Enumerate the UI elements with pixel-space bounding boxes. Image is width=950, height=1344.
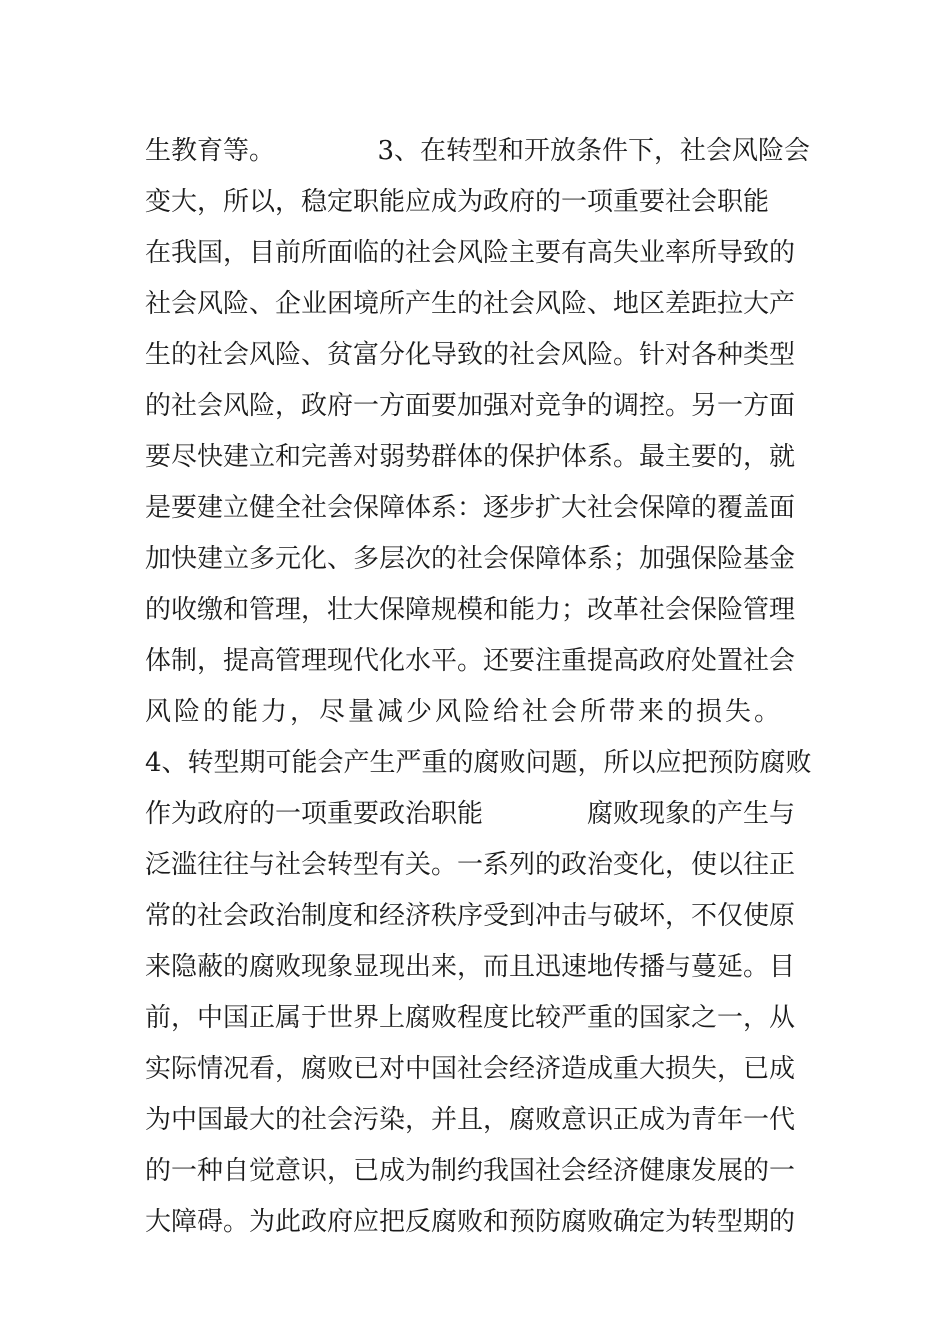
text-line: [145, 1044, 810, 1095]
text-segment: 4、转型期可能会产生严重的腐败问题，所以应把预防腐败: [145, 748, 812, 778]
text-segment: 前，中国正属于世界上腐败程度比较严重的国家之一，从: [145, 1003, 796, 1033]
body-text: [145, 126, 810, 1248]
text-segment: 生的社会风险、贫富分化导致的社会风险。针对各种类型: [145, 340, 796, 370]
text-segment: 生教育等。: [145, 136, 276, 166]
text-segment: 3、在转型和开放条件下，社会风险会: [377, 136, 810, 166]
text-segment: 作为政府的一项重要政治职能: [145, 799, 484, 829]
text-line: [145, 891, 810, 942]
text-segment: 实际情况看，腐败已对中国社会经济造成重大损失，已成: [145, 1054, 796, 1084]
text-line: [145, 840, 810, 891]
text-line: [145, 534, 810, 585]
text-segment: 变大，所以，稳定职能应成为政府的一项重要社会职能: [145, 187, 770, 217]
text-segment: 社会风险、企业困境所产生的社会风险、地区差距拉大产: [145, 289, 796, 319]
text-line: [145, 330, 810, 381]
text-segment: 的收缴和管理，壮大保障规模和能力；改革社会保险管理: [145, 595, 796, 625]
text-line: [145, 483, 810, 534]
text-segment: 是要建立健全社会保障体系：逐步扩大社会保障的覆盖面: [145, 493, 796, 523]
text-line: [145, 381, 810, 432]
text-line: [145, 942, 810, 993]
text-line: [145, 585, 810, 636]
text-line: [145, 279, 810, 330]
text-segment: 常的社会政治制度和经济秩序受到冲击与破坏，不仅使原: [145, 901, 796, 931]
text-segment: 的一种自觉意识，已成为制约我国社会经济健康发展的一: [145, 1156, 796, 1186]
text-line: [145, 1197, 810, 1248]
text-line: [145, 738, 810, 789]
text-segment: 大障碍。为此政府应把反腐败和预防腐败确定为转型期的: [145, 1207, 796, 1237]
text-line: [145, 789, 810, 840]
text-line: [145, 636, 810, 687]
text-line: [145, 177, 810, 228]
text-segment: 加快建立多元化、多层次的社会保障体系；加强保险基金: [145, 544, 796, 574]
text-line: [145, 687, 810, 738]
text-segment: 的社会风险，政府一方面要加强对竞争的调控。另一方面: [145, 391, 796, 421]
text-segment: 腐败现象的产生与: [587, 799, 796, 829]
text-segment: 在我国，目前所面临的社会风险主要有高失业率所导致的: [145, 238, 796, 268]
text-line: [145, 432, 810, 483]
text-line: [145, 228, 810, 279]
text-line: [145, 1095, 810, 1146]
text-segment: 要尽快建立和完善对弱势群体的保护体系。最主要的，就: [145, 442, 796, 472]
text-segment: 来隐蔽的腐败现象显现出来，而且迅速地传播与蔓延。目: [145, 952, 796, 982]
text-segment: 为中国最大的社会污染，并且，腐败意识正成为青年一代: [145, 1105, 796, 1135]
text-line: [145, 126, 810, 177]
text-line: [145, 1146, 810, 1197]
text-segment: 风险的能力，尽量减少风险给社会所带来的损失。: [145, 697, 784, 727]
text-segment: 体制，提高管理现代化水平。还要注重提高政府处置社会: [145, 646, 796, 676]
text-segment: 泛滥往往与社会转型有关。一系列的政治变化，使以往正: [145, 850, 796, 880]
text-line: [145, 993, 810, 1044]
